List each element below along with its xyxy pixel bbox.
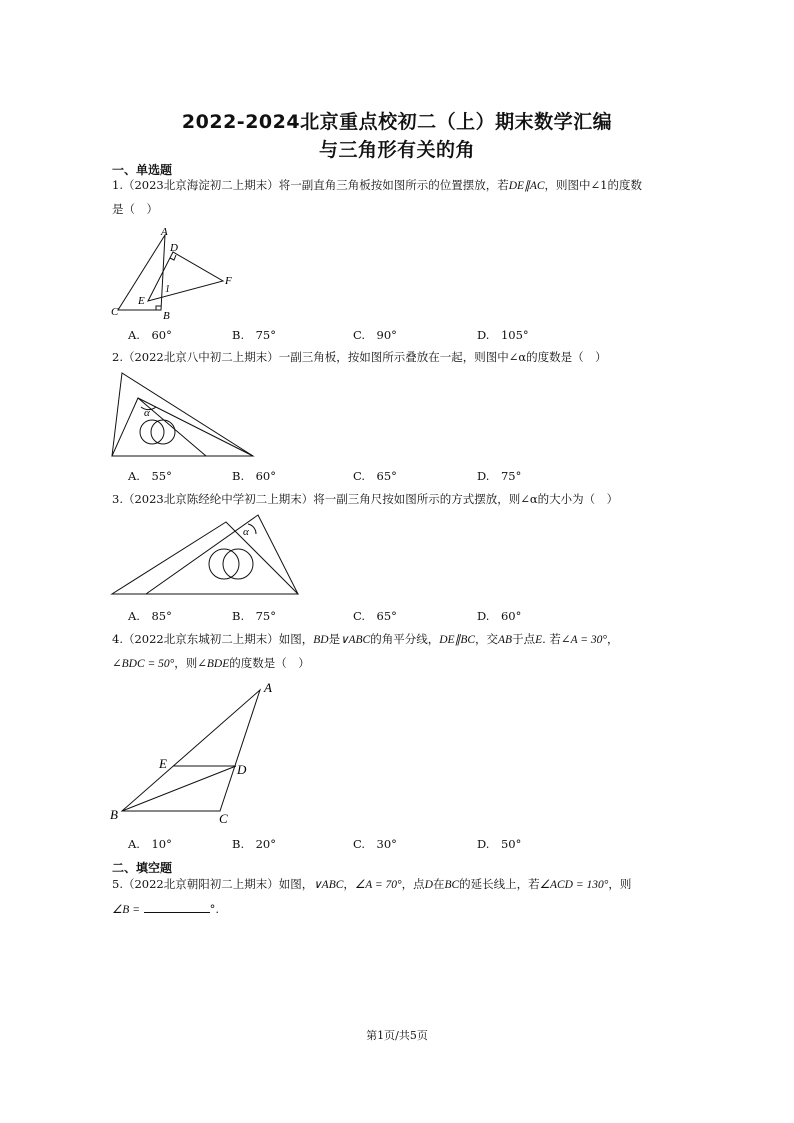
question-4-math-de-bc: DE∥BC <box>439 634 476 646</box>
question-4-option-c[interactable]: C. 30° <box>353 837 397 851</box>
question-5-text-f: ，则 <box>608 877 632 891</box>
triangle-abc <box>122 690 260 811</box>
angle-alpha-arc <box>248 524 256 534</box>
question-1-option-a[interactable]: A. 60° <box>128 328 172 342</box>
question-1-option-b[interactable]: B. 75° <box>232 328 276 342</box>
label-alpha: α <box>144 407 150 419</box>
question-5-text-g: °. <box>209 902 220 916</box>
question-1-text-line2: 是（ ） <box>112 202 158 216</box>
protractor-circle-left <box>209 549 239 579</box>
triangle-large <box>112 373 253 456</box>
protractor-circle-right <box>223 549 253 579</box>
question-2-option-a[interactable]: A. 55° <box>128 469 172 483</box>
question-2-text: 2.（2022北京八中初二上期末）一副三角板，按如图所示叠放在一起，则图中∠α的度数是（ ） <box>112 350 607 364</box>
question-4-math-a30: A = 30° <box>570 634 607 646</box>
label-c: C <box>219 811 228 826</box>
question-4-math-bdc: BDC = 50° <box>121 658 175 670</box>
question-4-math-bd: BD <box>313 634 329 646</box>
label-b: B <box>163 310 170 322</box>
question-4-option-d[interactable]: D. 50° <box>477 837 522 851</box>
question-3-option-c[interactable]: C. 65° <box>353 609 397 623</box>
question-5-math-b: ∠B = <box>112 904 140 916</box>
question-1-figure <box>108 222 248 322</box>
label-f: F <box>225 275 232 287</box>
question-5-text-line2 <box>112 900 219 919</box>
question-3-option-b[interactable]: B. 75° <box>232 609 276 623</box>
label-d: D <box>170 242 178 254</box>
question-3-option-a[interactable]: A. 85° <box>128 609 172 623</box>
question-2-option-c[interactable]: C. 65° <box>353 469 397 483</box>
question-4-math-bde: BDE <box>206 658 230 670</box>
question-5-math-acd: ∠ACD = 130° <box>539 879 609 891</box>
question-4-text <box>112 630 619 649</box>
triangle-wide <box>112 522 298 594</box>
segment-bd <box>122 766 236 811</box>
question-4-text-j: 的度数是（ ） <box>229 656 310 670</box>
question-1-option-d[interactable]: D. 105° <box>477 328 529 342</box>
question-3-text: 3.（2023北京陈经纶中学初二上期末）将一副三角尺按如图所示的方式摆放，则∠α的大小为（ ） <box>112 492 619 506</box>
question-2-option-d[interactable]: D. 75° <box>477 469 522 483</box>
question-5-text-a: 5.（2022北京朝阳初二上期末）如图， <box>112 877 314 891</box>
question-4-math-ab: AB <box>498 634 513 646</box>
question-4-text-a: 4.（2022北京东城初二上期末）如图， <box>112 632 314 646</box>
page-title: 2022-2024北京重点校初二（上）期末数学汇编 <box>181 111 613 133</box>
label-a: A <box>264 680 272 695</box>
question-1-math: DE∥AC <box>508 180 545 192</box>
question-5-text-e: 的延长线上，若 <box>459 877 540 891</box>
triangle-small <box>112 398 206 456</box>
question-5-math-bc: BC <box>444 879 460 891</box>
protractor-circle-right <box>151 420 175 444</box>
question-4-text-e: 于点 <box>512 632 536 646</box>
section-heading-fill-in: 二、填空题 <box>112 861 173 875</box>
question-4-text-f: . 若∠ <box>542 632 571 646</box>
label-c: C <box>111 306 119 318</box>
question-4-text-c: 的角平分线， <box>370 632 440 646</box>
page-subtitle: 与三角形有关的角 <box>318 139 475 161</box>
question-4-text-i: ，则∠ <box>174 656 207 670</box>
triangle-large <box>146 515 298 594</box>
question-4-math-e: E <box>535 634 543 646</box>
question-4-text-b: 是 <box>328 632 341 646</box>
question-4-option-b[interactable]: B. 20° <box>232 837 276 851</box>
question-5-text <box>112 875 631 894</box>
protractor-circle-left <box>140 420 164 444</box>
label-e: E <box>138 295 145 307</box>
question-4-option-a[interactable]: A. 10° <box>128 837 172 851</box>
question-5-math-d: D <box>424 879 433 891</box>
question-5-math-a70: ∠A = 70° <box>354 879 402 891</box>
question-1-option-c[interactable]: C. 90° <box>353 328 397 342</box>
label-b: B <box>110 807 118 822</box>
question-5-text-d: 在 <box>432 877 445 891</box>
question-4-math-abc: ∨ABC <box>340 634 371 646</box>
label-e: E <box>159 756 167 771</box>
question-4-text-line2 <box>112 654 310 673</box>
question-1-text-a: 1.（2023北京海淀初二上期末）将一副直角三角板按如图所示的位置摆放，若 <box>112 178 509 192</box>
label-angle-1: 1 <box>165 284 170 295</box>
label-alpha: α <box>243 526 249 538</box>
question-5-math-abc: ∨ABC <box>313 879 344 891</box>
section-heading-single-choice: 一、单选题 <box>112 163 173 177</box>
triangle-def <box>148 252 223 301</box>
label-d: D <box>237 762 247 777</box>
label-a: A <box>161 226 168 238</box>
question-5-text-b: ， <box>343 877 355 891</box>
question-4-text-d: ，交 <box>475 632 499 646</box>
question-5-text-c: ，点 <box>401 877 425 891</box>
question-4-figure <box>106 678 286 826</box>
right-angle-mark-b <box>156 306 161 310</box>
question-3-option-d[interactable]: D. 60° <box>477 609 522 623</box>
page-footer: 第1页/共5页 <box>366 1029 428 1042</box>
answer-blank[interactable] <box>144 900 210 913</box>
question-4-text-h: ∠ <box>112 656 122 670</box>
question-1-text-b: ，则图中∠1的度数 <box>544 178 642 192</box>
question-3-figure <box>108 512 304 598</box>
question-4-text-g: ， <box>607 632 619 646</box>
question-2-figure <box>108 368 258 462</box>
question-1-text <box>112 176 642 195</box>
question-2-option-b[interactable]: B. 60° <box>232 469 276 483</box>
